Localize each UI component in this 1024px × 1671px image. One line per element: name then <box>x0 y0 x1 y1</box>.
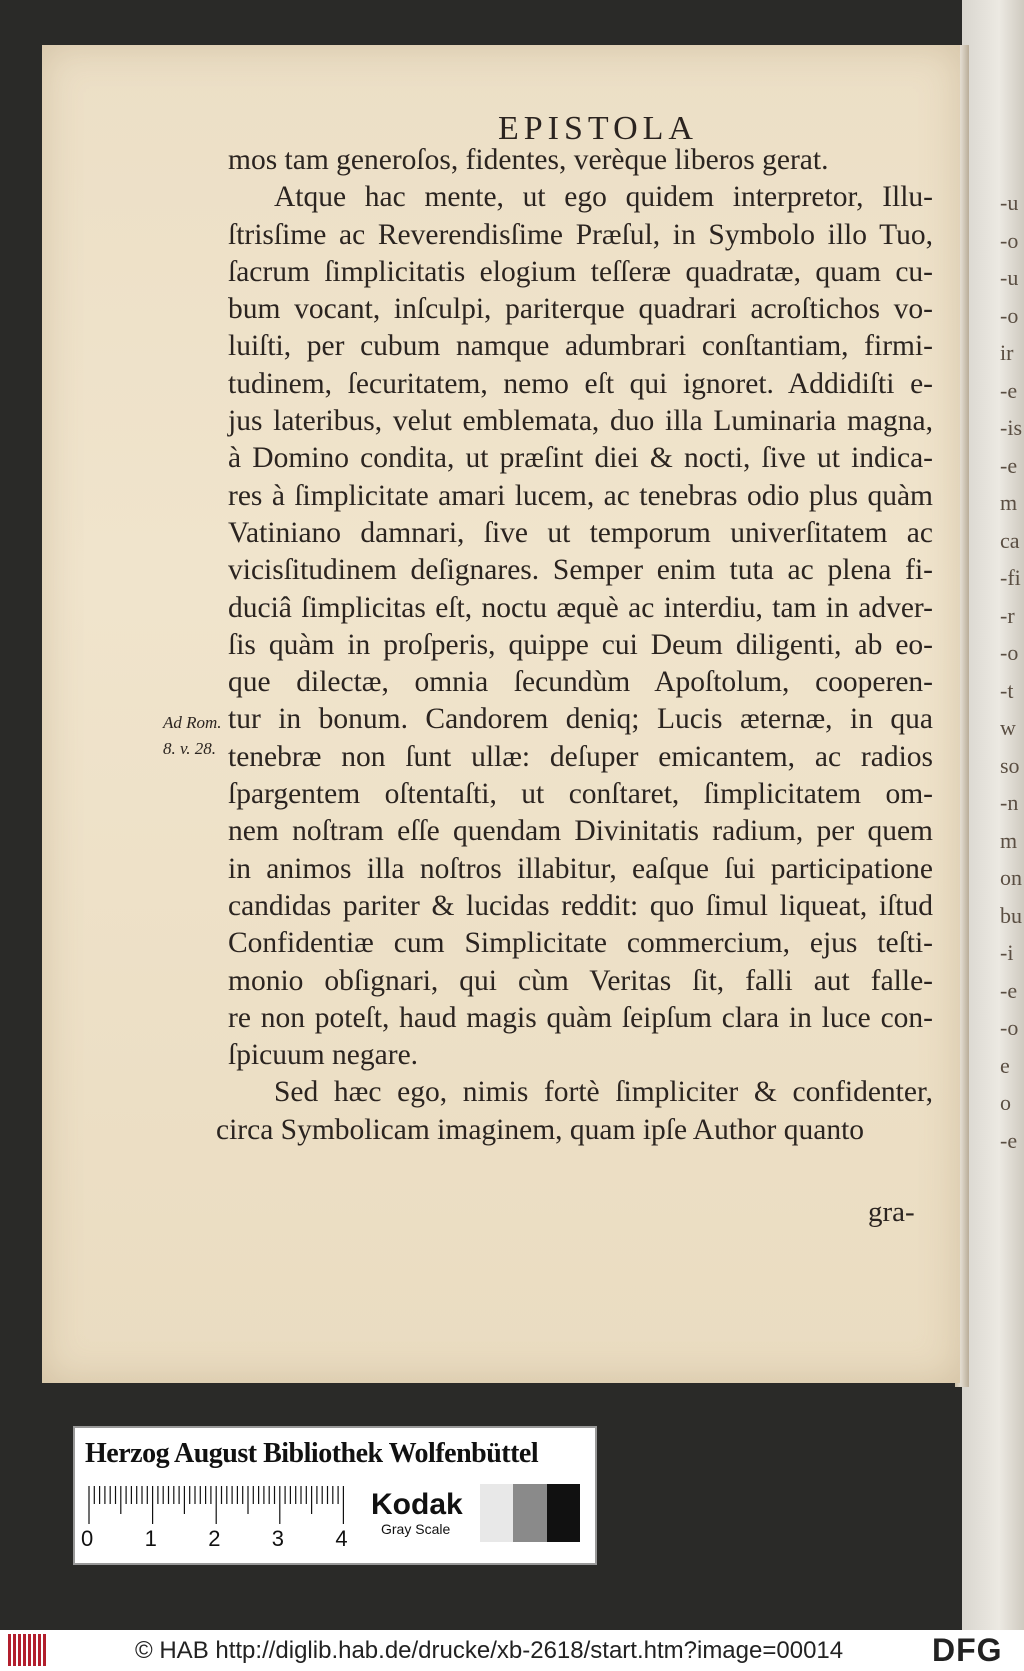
footer-url[interactable]: © HAB http://diglib.hab.de/drucke/xb-2618/start.htm?image=00014 <box>135 1637 844 1664</box>
adjacent-page-fragment: on <box>1000 865 1022 890</box>
ruler-number: 0 <box>81 1526 94 1551</box>
adjacent-page-fragment: ca <box>1000 527 1020 553</box>
ruler <box>87 1486 347 1526</box>
adjacent-page-fragment: -e <box>1000 377 1018 403</box>
footer-bar <box>0 1630 1024 1671</box>
ruler-number: 2 <box>208 1526 221 1551</box>
ruler-number: 3 <box>271 1526 285 1551</box>
text-line: luiſti, per cubum namque adumbrari conſtantiam, firmi- <box>228 330 933 363</box>
body-text <box>216 142 933 1149</box>
gray-patch <box>547 1484 580 1542</box>
adjacent-page-fragment: ir <box>1000 340 1014 365</box>
margin-note-line: Ad Rom. <box>163 713 222 732</box>
color-scale-card <box>73 1426 597 1565</box>
adjacent-page-fragment: -e <box>1000 452 1018 478</box>
ruler-number: 4 <box>335 1526 348 1551</box>
adjacent-page-fragment: -t <box>1000 677 1014 703</box>
library-name: Herzog August Bibliothek Wolfenbüttel <box>85 1438 539 1469</box>
gray-scale-label: Gray Scale <box>381 1521 451 1537</box>
text-line: res à ſimplicitate amari lucem, ac tenebras odio plus quàm <box>228 479 933 512</box>
adjacent-page-fragment: e <box>1000 1052 1010 1078</box>
text-line: duciâ ſimplicitas eſt, noctu æquè ac interdiu, tam in adver- <box>228 591 933 624</box>
adjacent-page-fragment: m <box>1000 490 1018 515</box>
adjacent-page-strip <box>962 0 1024 1630</box>
text-line: in animos illa noſtros illabitur, eaſque ſui participatione <box>228 852 933 885</box>
text-line: circa Symbolicam imaginem, quam ipſe Author quanto <box>216 1113 865 1146</box>
adjacent-page-fragment: -i <box>1000 940 1014 965</box>
text-line: candidas pariter & lucidas reddit: quo ſimul liqueat, iſtud <box>228 889 933 922</box>
text-line: Sed hæc ego, nimis fortè ſimpliciter & confidenter, <box>274 1076 933 1109</box>
adjacent-page-fragment: -o <box>1000 227 1019 253</box>
running-head: EPISTOLA <box>498 110 698 147</box>
ruler-numbers <box>81 1526 361 1556</box>
text-line: vicisſitudinem deſignares. Semper enim tuta ac plena fi- <box>228 554 933 587</box>
adjacent-page-fragment: -o <box>1000 1015 1019 1040</box>
adjacent-page-fragment: -o <box>1000 640 1019 665</box>
adjacent-page-fragment: -o <box>1000 302 1019 328</box>
text-line: tur in bonum. Candorem deniq; Lucis æternæ, in qua <box>228 703 933 736</box>
margin-note-line: 8. v. 28. <box>163 739 217 758</box>
text-line: que dilectæ, omnia ſecundùm Apoſtolum, cooperen- <box>228 666 933 699</box>
gray-patch <box>513 1484 546 1542</box>
text-line: Confidentiæ cum Simplicitate commercium, ejus teſti- <box>228 927 933 960</box>
adjacent-page-fragment: -e <box>1000 1127 1018 1153</box>
text-line: nem noſtram eſſe quendam Divinitatis radium, per quem <box>228 815 933 848</box>
text-line: Atque hac mente, ut ego quidem interpretor, Illu- <box>274 181 933 214</box>
adjacent-page-fragment: -u <box>1000 190 1019 215</box>
gray-patches <box>480 1484 580 1542</box>
text-line: ſtrisſime ac Reverendisſime Præſul, in Symbolo illo Tuo, <box>228 218 933 251</box>
text-line: ſis quàm in proſperis, quippe cui Deum diligenti, ab eo- <box>228 628 933 661</box>
barcode-icon <box>8 1634 46 1666</box>
adjacent-page-fragment: bu <box>1000 902 1022 928</box>
text-line: re non poteſt, haud magis quàm ſeipſum clara in luce con- <box>228 1001 933 1034</box>
adjacent-page-fragment: -n <box>1000 790 1019 815</box>
adjacent-page-fragment: w <box>1000 715 1016 740</box>
adjacent-page-fragment: -is <box>1000 415 1022 440</box>
text-line: ſpicuum negare. <box>228 1039 419 1072</box>
dfg-logo: DFG <box>932 1632 1003 1668</box>
adjacent-page-fragment: -r <box>1000 602 1015 628</box>
text-line: ſpargentem oſtentaſti, ut conſtaret, ſimplicitatem om- <box>228 778 933 811</box>
text-line: monio obſignari, qui cùm Veritas ſit, falli aut falle- <box>228 964 933 997</box>
ruler-number: 1 <box>144 1526 157 1551</box>
text-line: bum vocant, inſculpi, pariterque quadrari acroſtichos vo- <box>228 293 933 326</box>
text-line: tudinem, ſecuritatem, nemo eſt qui ignoret. Addidiſti e- <box>228 367 933 400</box>
adjacent-page-fragment: -e <box>1000 977 1018 1003</box>
adjacent-page-fragment: so <box>1000 752 1020 778</box>
kodak-logo: Kodak <box>371 1488 463 1521</box>
text-line: ſacrum ſimplicitatis elogium teſſeræ quadratæ, quam cu- <box>228 255 933 288</box>
catchword: gra- <box>868 1196 915 1228</box>
adjacent-page-fragment: m <box>1000 827 1018 853</box>
gray-patch <box>480 1484 513 1542</box>
adjacent-page-fragment: -fi <box>1000 565 1021 590</box>
text-line: Vatiniano damnari, ſive ut temporum univerſitatem ac <box>228 516 933 549</box>
adjacent-page-fragment: -u <box>1000 265 1019 290</box>
text-line: tenebræ non ſunt ullæ: deſuper emicantem, ac radios <box>228 740 933 773</box>
text-line: à Domino condita, ut præſint diei & nocti, ſive ut indica- <box>228 442 933 475</box>
margin-note <box>163 710 243 762</box>
adjacent-page-fragment: o <box>1000 1090 1011 1115</box>
text-line: mos tam generoſos, fidentes, verèque liberos gerat. <box>228 144 829 176</box>
text-line: jus lateribus, velut emblemata, duo illa Luminaria magna, <box>228 405 933 438</box>
